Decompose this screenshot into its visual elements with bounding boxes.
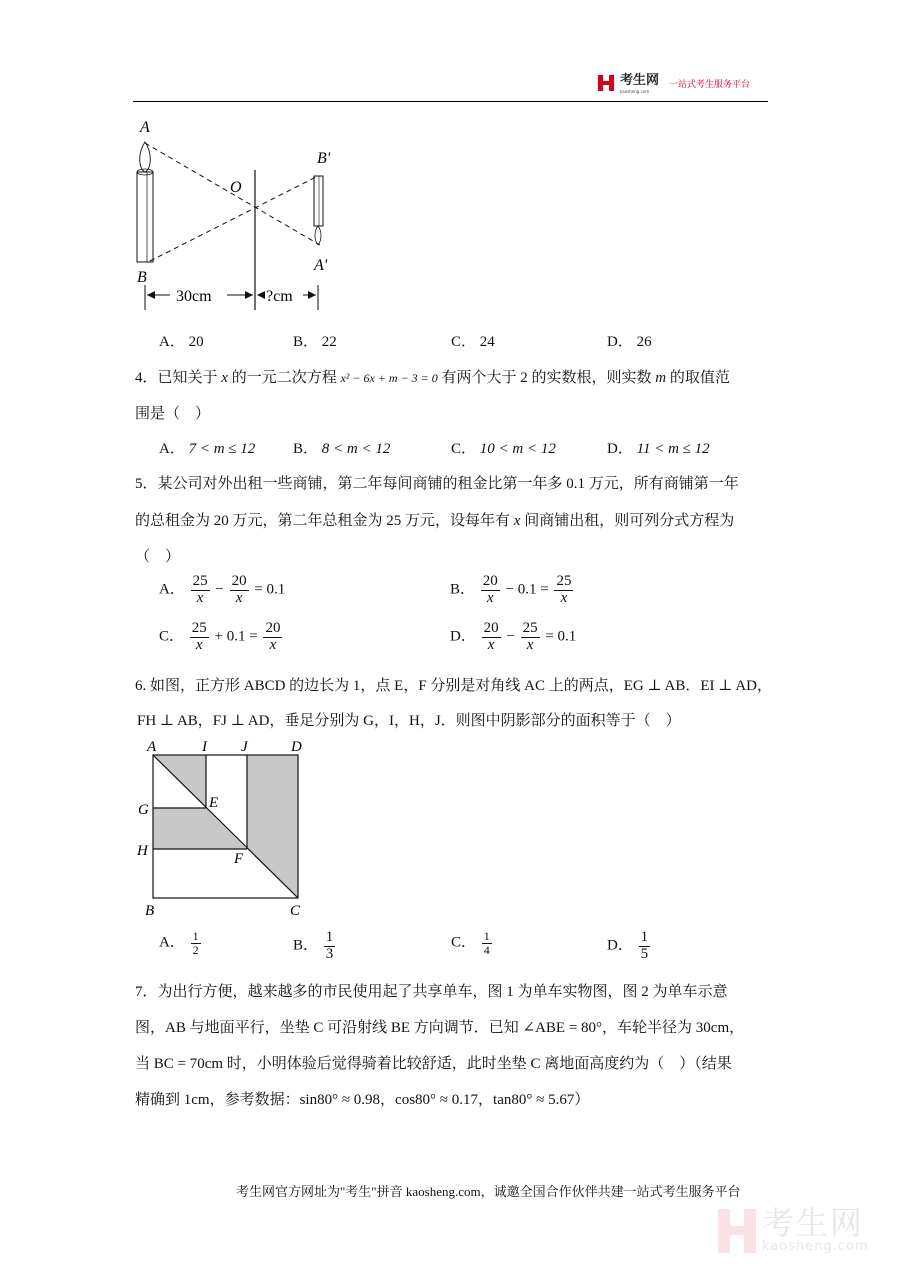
square-figure [130, 735, 320, 920]
q6-option-a[interactable]: A． $\frac{1}{2}$ [159, 929, 199, 957]
q5-stem-line1: 5．某公司对外出租一些商铺，第二年每间商铺的租金比第一年多 0.1 万元，所有商铺第一年 [135, 476, 739, 492]
label-e: E [209, 795, 219, 811]
label-d: D [291, 739, 302, 755]
label-a-prime: A' [314, 257, 328, 274]
label-a: A [140, 119, 150, 136]
label-b-prime: B' [317, 150, 331, 167]
q4-stem-line2: 围是（ ） [135, 406, 211, 422]
header-logo [598, 72, 750, 94]
q4-stem-line1: 4．已知关于 x 的一元二次方程 x² − 6x + m − 3 = 0 有两个大于 2 的实数根，则实数 m 的取值范 [135, 370, 730, 386]
q6-stem-line2: FH ⊥ AB，FJ ⊥ AD，垂足分别为 G，I，H，J．则图中阴影部分的面积等于（ ） [137, 713, 681, 729]
flame-left-icon [140, 142, 151, 172]
header-slogan: 一站式考生服务平台 [669, 79, 751, 90]
q7-stem-line3: 当 BC = 70cm 时，小明体验后觉得骑着比较舒适，此时坐垫 C 离地面高度约为（ ）（结果 [135, 1056, 732, 1072]
q4-equation: x² − 6x + m − 3 = 0 [340, 371, 438, 385]
watermark [718, 1204, 869, 1254]
q6-stem-line1: 6. 如图，正方形 ABCD 的边长为 1，点 E，F 分别是对角线 AC 上的两点，EG ⊥ AB．EI ⊥ AD， [135, 678, 772, 694]
label-j: J [241, 739, 248, 755]
label-a: A [147, 739, 157, 755]
header-divider [133, 101, 768, 102]
q4-option-d[interactable]: D． 11 < m ≤ 12 [607, 441, 710, 457]
shaded-trapezoid-jdcf [247, 755, 298, 898]
q3-option-a[interactable]: A． 20 [159, 334, 204, 350]
label-b: B [145, 903, 155, 919]
candle-image [314, 176, 323, 226]
q7-stem-line4: 精确到 1cm，参考数据：sin80° ≈ 0.98，cos80° ≈ 0.17，tan80° ≈ 5.67） [135, 1092, 590, 1108]
q3-option-c[interactable]: C． 24 [451, 334, 495, 350]
flame-image-icon [315, 226, 321, 245]
q7-stem-line2: 图，AB 与地面平行，坐垫 C 可沿射线 BE 方向调节．已知 ∠ABE = 80°，车轮半径为 30cm， [135, 1020, 745, 1036]
q3-option-b[interactable]: B． 22 [293, 334, 337, 350]
watermark-logo-icon [718, 1209, 756, 1253]
q6-option-b[interactable]: B． $\frac{1}{3}$ [293, 929, 334, 962]
candle-left [137, 172, 153, 262]
q5-option-d[interactable]: D． $\frac{20}{x}$ − $\frac{25}{x}$ = 0.1 [450, 620, 577, 653]
dim-right-label: ?cm [266, 288, 293, 305]
pinhole-figure [120, 110, 340, 310]
label-c: C [290, 903, 301, 919]
q6-option-c[interactable]: C． $\frac{1}{4}$ [451, 929, 490, 957]
q5-option-c[interactable]: C． $\frac{25}{x}$ + 0.1 = $\frac{20}{x}$ [159, 620, 281, 653]
label-i: I [202, 739, 207, 755]
label-f: F [234, 851, 244, 867]
logo-name: 考生网 [620, 73, 660, 88]
watermark-domain: kaosheng.com [762, 1239, 869, 1254]
q5-option-b[interactable]: B． $\frac{20}{x}$ − 0.1 = $\frac{25}{x}$ [450, 573, 572, 606]
q5-stem-line2: 的总租金为 20 万元，第二年总租金为 25 万元，设每年有 x 间商铺出租，则可列分式方程为 [135, 513, 735, 529]
shaded-trapezoid-gefh [153, 808, 247, 849]
q5-stem-line3: （ ） [135, 549, 181, 565]
logo-domain: kaosheng.com [620, 89, 650, 94]
q4-option-c[interactable]: C． 10 < m < 12 [451, 441, 556, 457]
q6-option-d[interactable]: D． $\frac{1}{5}$ [607, 929, 649, 962]
label-h: H [137, 843, 148, 859]
label-b: B [137, 269, 147, 286]
watermark-name: 考生网 [762, 1204, 865, 1242]
q7-stem-line1: 7．为出行方便，越来越多的市民使用起了共享单车，图 1 为单车实物图，图 2 为单车示意 [135, 984, 728, 1000]
q3-option-d[interactable]: D． 26 [607, 334, 652, 350]
label-o: O [230, 179, 242, 196]
dim-left-label: 30cm [176, 288, 212, 305]
q4-option-b[interactable]: B． 8 < m < 12 [293, 441, 391, 457]
footer-text: 考生网官方网址为"考生"拼音 kaosheng.com，诚邀全国合作伙伴共建一站式考生服务平台 [236, 1184, 741, 1199]
label-g: G [138, 802, 149, 818]
logo-mark-icon [598, 75, 614, 91]
q5-option-a[interactable]: A． $\frac{25}{x}$ − $\frac{20}{x}$ = 0.1 [159, 573, 286, 606]
q4-option-a[interactable]: A． 7 < m ≤ 12 [159, 441, 256, 457]
